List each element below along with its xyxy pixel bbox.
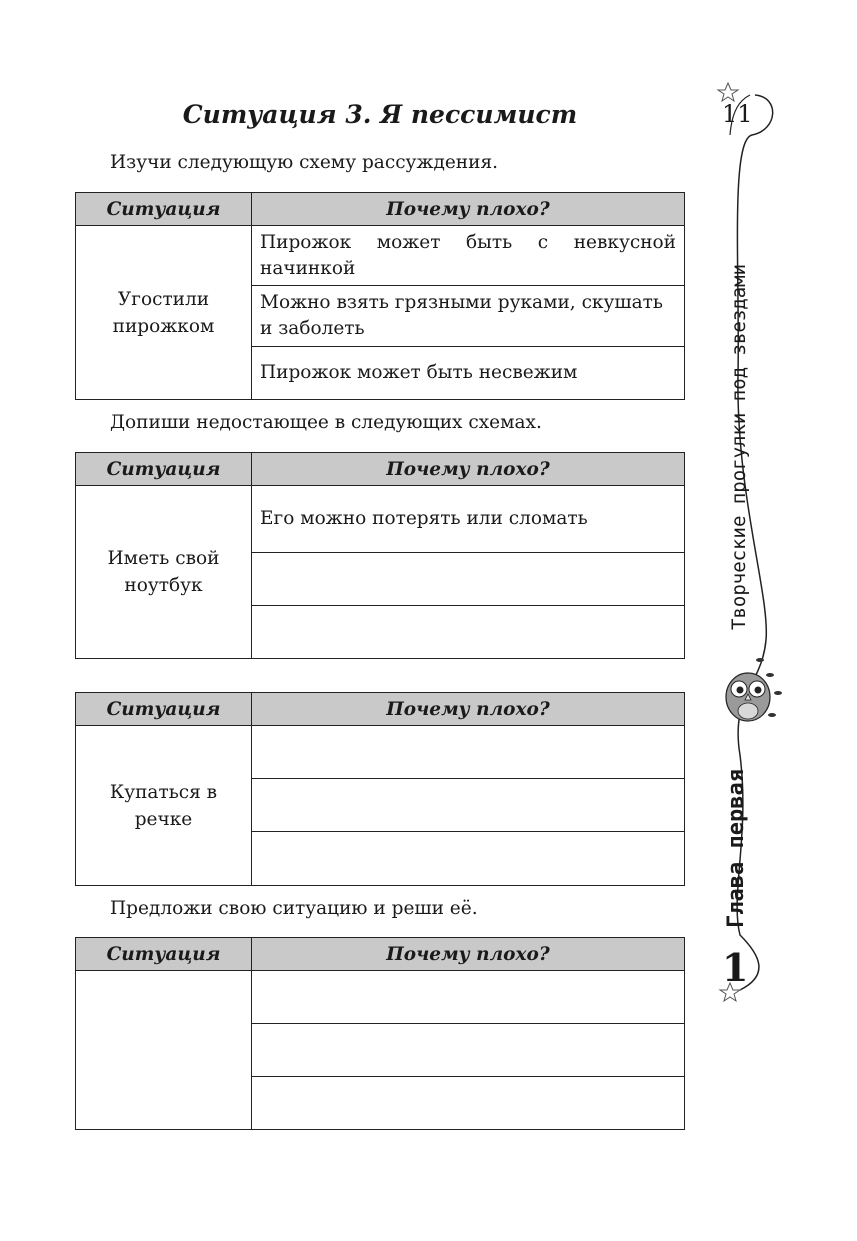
header-why-bad: Почему плохо? [252, 453, 685, 486]
header-situation: Ситуация [76, 193, 252, 226]
reason-cell: Пирожок может быть несвежим [252, 347, 685, 400]
reason-cell: Можно взять грязными руками, скушать и заболеть [252, 286, 685, 347]
header-situation: Ситуация [76, 453, 252, 486]
scheme-table-2 [75, 452, 685, 659]
header-situation: Ситуация [76, 693, 252, 726]
owl-icon [726, 673, 770, 721]
page-number: 11 [722, 100, 753, 128]
sidebar-book-title: Творческие прогулки под звездами [728, 263, 750, 630]
reason-input-cell[interactable] [252, 606, 685, 659]
reason-input-cell[interactable] [252, 832, 685, 886]
reason-input-cell[interactable] [252, 553, 685, 606]
star-icon [718, 83, 738, 101]
reason-cell: Пирожок может быть с невкусной начинкой [252, 226, 685, 286]
scheme-table-1 [75, 192, 685, 400]
header-situation: Ситуация [76, 938, 252, 971]
situation-input-cell[interactable] [76, 971, 252, 1130]
sidebar-chapter-label: Глава первая [724, 769, 749, 928]
reason-cell: Его можно потерять или сломать [252, 486, 685, 553]
reason-input-cell[interactable] [252, 971, 685, 1024]
scheme-table-4 [75, 937, 685, 1130]
sidebar-ribbon [700, 75, 800, 1015]
instruction-study: Изучи следующую схему рассуждения. [110, 152, 499, 173]
header-why-bad: Почему плохо? [252, 193, 685, 226]
scheme-table-3 [75, 692, 685, 886]
instruction-complete: Допиши недостающее в следующих схемах. [110, 412, 542, 433]
reason-input-cell[interactable] [252, 726, 685, 779]
header-why-bad: Почему плохо? [252, 693, 685, 726]
header-why-bad: Почему плохо? [252, 938, 685, 971]
page-title: Ситуация 3. Я пессимист [182, 100, 578, 129]
situation-cell: Купаться в речке [76, 726, 252, 886]
reason-input-cell[interactable] [252, 1077, 685, 1130]
situation-cell: Угостили пирожком [76, 226, 252, 400]
situation-cell: Иметь свой ноутбук [76, 486, 252, 659]
reason-input-cell[interactable] [252, 1024, 685, 1077]
reason-input-cell[interactable] [252, 779, 685, 832]
chapter-number: 1 [722, 945, 749, 990]
instruction-propose: Предложи свою ситуацию и реши её. [110, 898, 478, 919]
